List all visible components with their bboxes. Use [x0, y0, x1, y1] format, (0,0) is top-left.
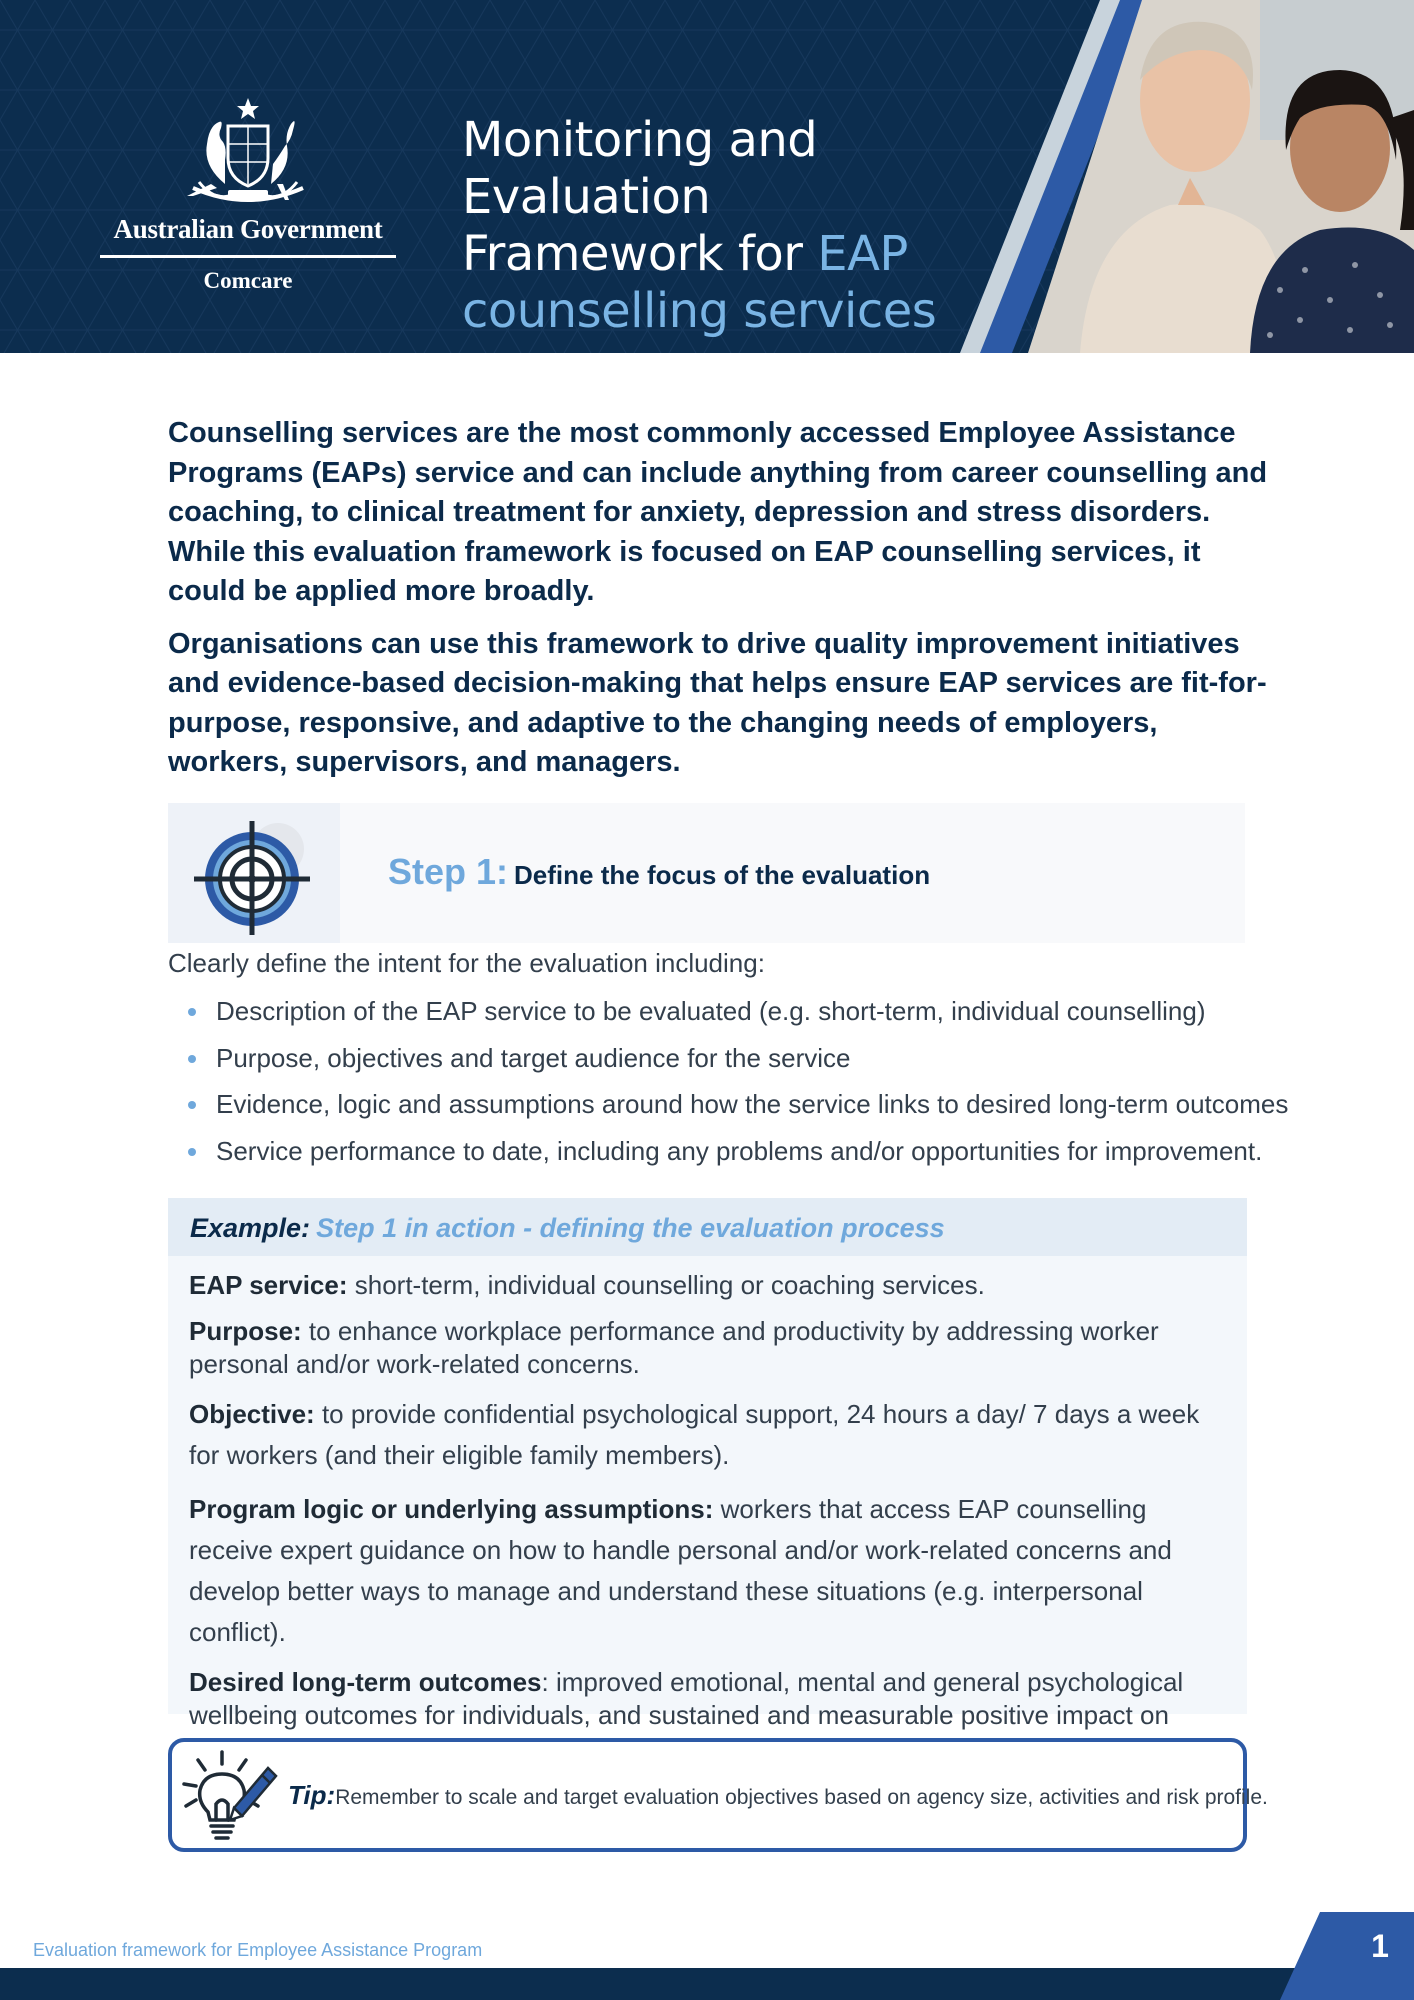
example-item-text: short-term, individual counselling or coaching services. — [347, 1270, 985, 1300]
coat-of-arms-icon — [173, 96, 323, 208]
list-item-text: Service performance to date, including any problems and/or opportunities for improvement. — [216, 1135, 1263, 1166]
list-item — [186, 1035, 1296, 1082]
tip-box — [168, 1738, 1268, 1852]
step-heading — [388, 851, 930, 893]
list-item — [186, 1128, 1296, 1175]
agency-name: Comcare — [203, 268, 293, 293]
step-title: Define the focus of the evaluation — [514, 860, 931, 890]
footer-text: Evaluation framework for Employee Assistance Program — [33, 1940, 483, 1960]
step-bullet-list — [186, 988, 1296, 1174]
intro-section — [168, 414, 1278, 783]
list-item-text: Purpose, objectives and target audience for the service — [216, 1042, 851, 1073]
page-header — [0, 0, 1414, 353]
example-box — [168, 1198, 1247, 1730]
list-item — [186, 1081, 1296, 1128]
title-line-2-accent: EAP — [817, 226, 908, 282]
title-line-3-accent: counselling services — [462, 283, 937, 339]
page-number: 1 — [1371, 1928, 1389, 1964]
header-photo — [960, 0, 1414, 353]
example-item — [189, 1269, 1229, 1302]
list-item-text: Evidence, logic and assumptions around how the service links to desired long-term outcomes — [216, 1089, 1289, 1119]
australian-government-logo — [100, 96, 396, 306]
list-item — [186, 988, 1296, 1035]
bullet-icon — [188, 1008, 196, 1016]
example-item-text: workers that access EAP counselling receive expert guidance on how to handle personal and/or work-related concerns and develop better ways to manage and understand these situations (e.g. interpersonal conflict). — [189, 1494, 1172, 1647]
example-item-text: to provide confidential psychological support, 24 hours a day/ 7 days a week for workers (and their eligible family members). — [189, 1399, 1200, 1470]
bullet-icon — [188, 1055, 196, 1063]
intro-paragraph: Counselling services are the most commonly accessed Employee Assistance Programs (EAPs) service and can include anything from career counselling and coaching, to clinical treatment for anxiety, depression and stress disorders. While this evaluation framework is focused on EAP counselling services, it could be applied more broadly. — [168, 417, 1268, 607]
step-banner — [168, 803, 1245, 943]
example-item-label: Program logic or underlying assumptions: — [189, 1494, 714, 1524]
example-label: Example: — [190, 1213, 311, 1243]
lightbulb-pencil-icon — [178, 1746, 278, 1844]
example-item-label: Purpose: — [189, 1316, 302, 1346]
tip-label: Tip: — [288, 1780, 336, 1810]
step-number: Step 1: — [388, 851, 509, 892]
example-item-label: Objective: — [189, 1399, 315, 1429]
step-icon-container — [168, 803, 340, 943]
example-item — [189, 1394, 1229, 1476]
list-item-text: Description of the EAP service to be evaluated (e.g. short-term, individual counselling) — [216, 996, 1206, 1026]
tip-text — [288, 1780, 1268, 1811]
intro-paragraph: Organisations can use this framework to drive quality improvement initiatives and evidence-based decision-making that helps ensure EAP services are fit-for-purpose, responsive, and adaptive to the changing needs of employers, workers, supervisors, and managers. — [168, 627, 1267, 778]
tip-body: Remember to scale and target evaluation objectives based on agency size, activities and risk profile. — [335, 1786, 1268, 1809]
step-lead-text: Clearly define the intent for the evaluation including: — [168, 948, 765, 978]
bullet-icon — [188, 1101, 196, 1109]
example-item — [189, 1315, 1229, 1381]
example-item-label: EAP service: — [189, 1270, 348, 1300]
title-line-2: Framework for — [462, 226, 818, 282]
example-body — [189, 1269, 1229, 1765]
example-title: Step 1 in action - defining the evaluation process — [316, 1213, 945, 1243]
page-title — [462, 112, 1022, 340]
example-item — [189, 1489, 1229, 1653]
footer-bar — [0, 1968, 1414, 2000]
bullet-icon — [188, 1148, 196, 1156]
example-heading — [168, 1198, 1247, 1256]
example-item-label: Desired long-term outcomes — [189, 1667, 542, 1697]
example-item-text: to enhance workplace performance and productivity by addressing worker personal and/or work-related concerns. — [189, 1316, 1159, 1379]
government-name: Australian Government — [100, 214, 396, 258]
example-item-text: : improved emotional, mental and general psychological wellbeing outcomes for individuals, and sustained and measurable positive impact on — [189, 1667, 1184, 1730]
target-icon — [190, 813, 318, 935]
title-line-1: Monitoring and Evaluation — [462, 112, 818, 225]
